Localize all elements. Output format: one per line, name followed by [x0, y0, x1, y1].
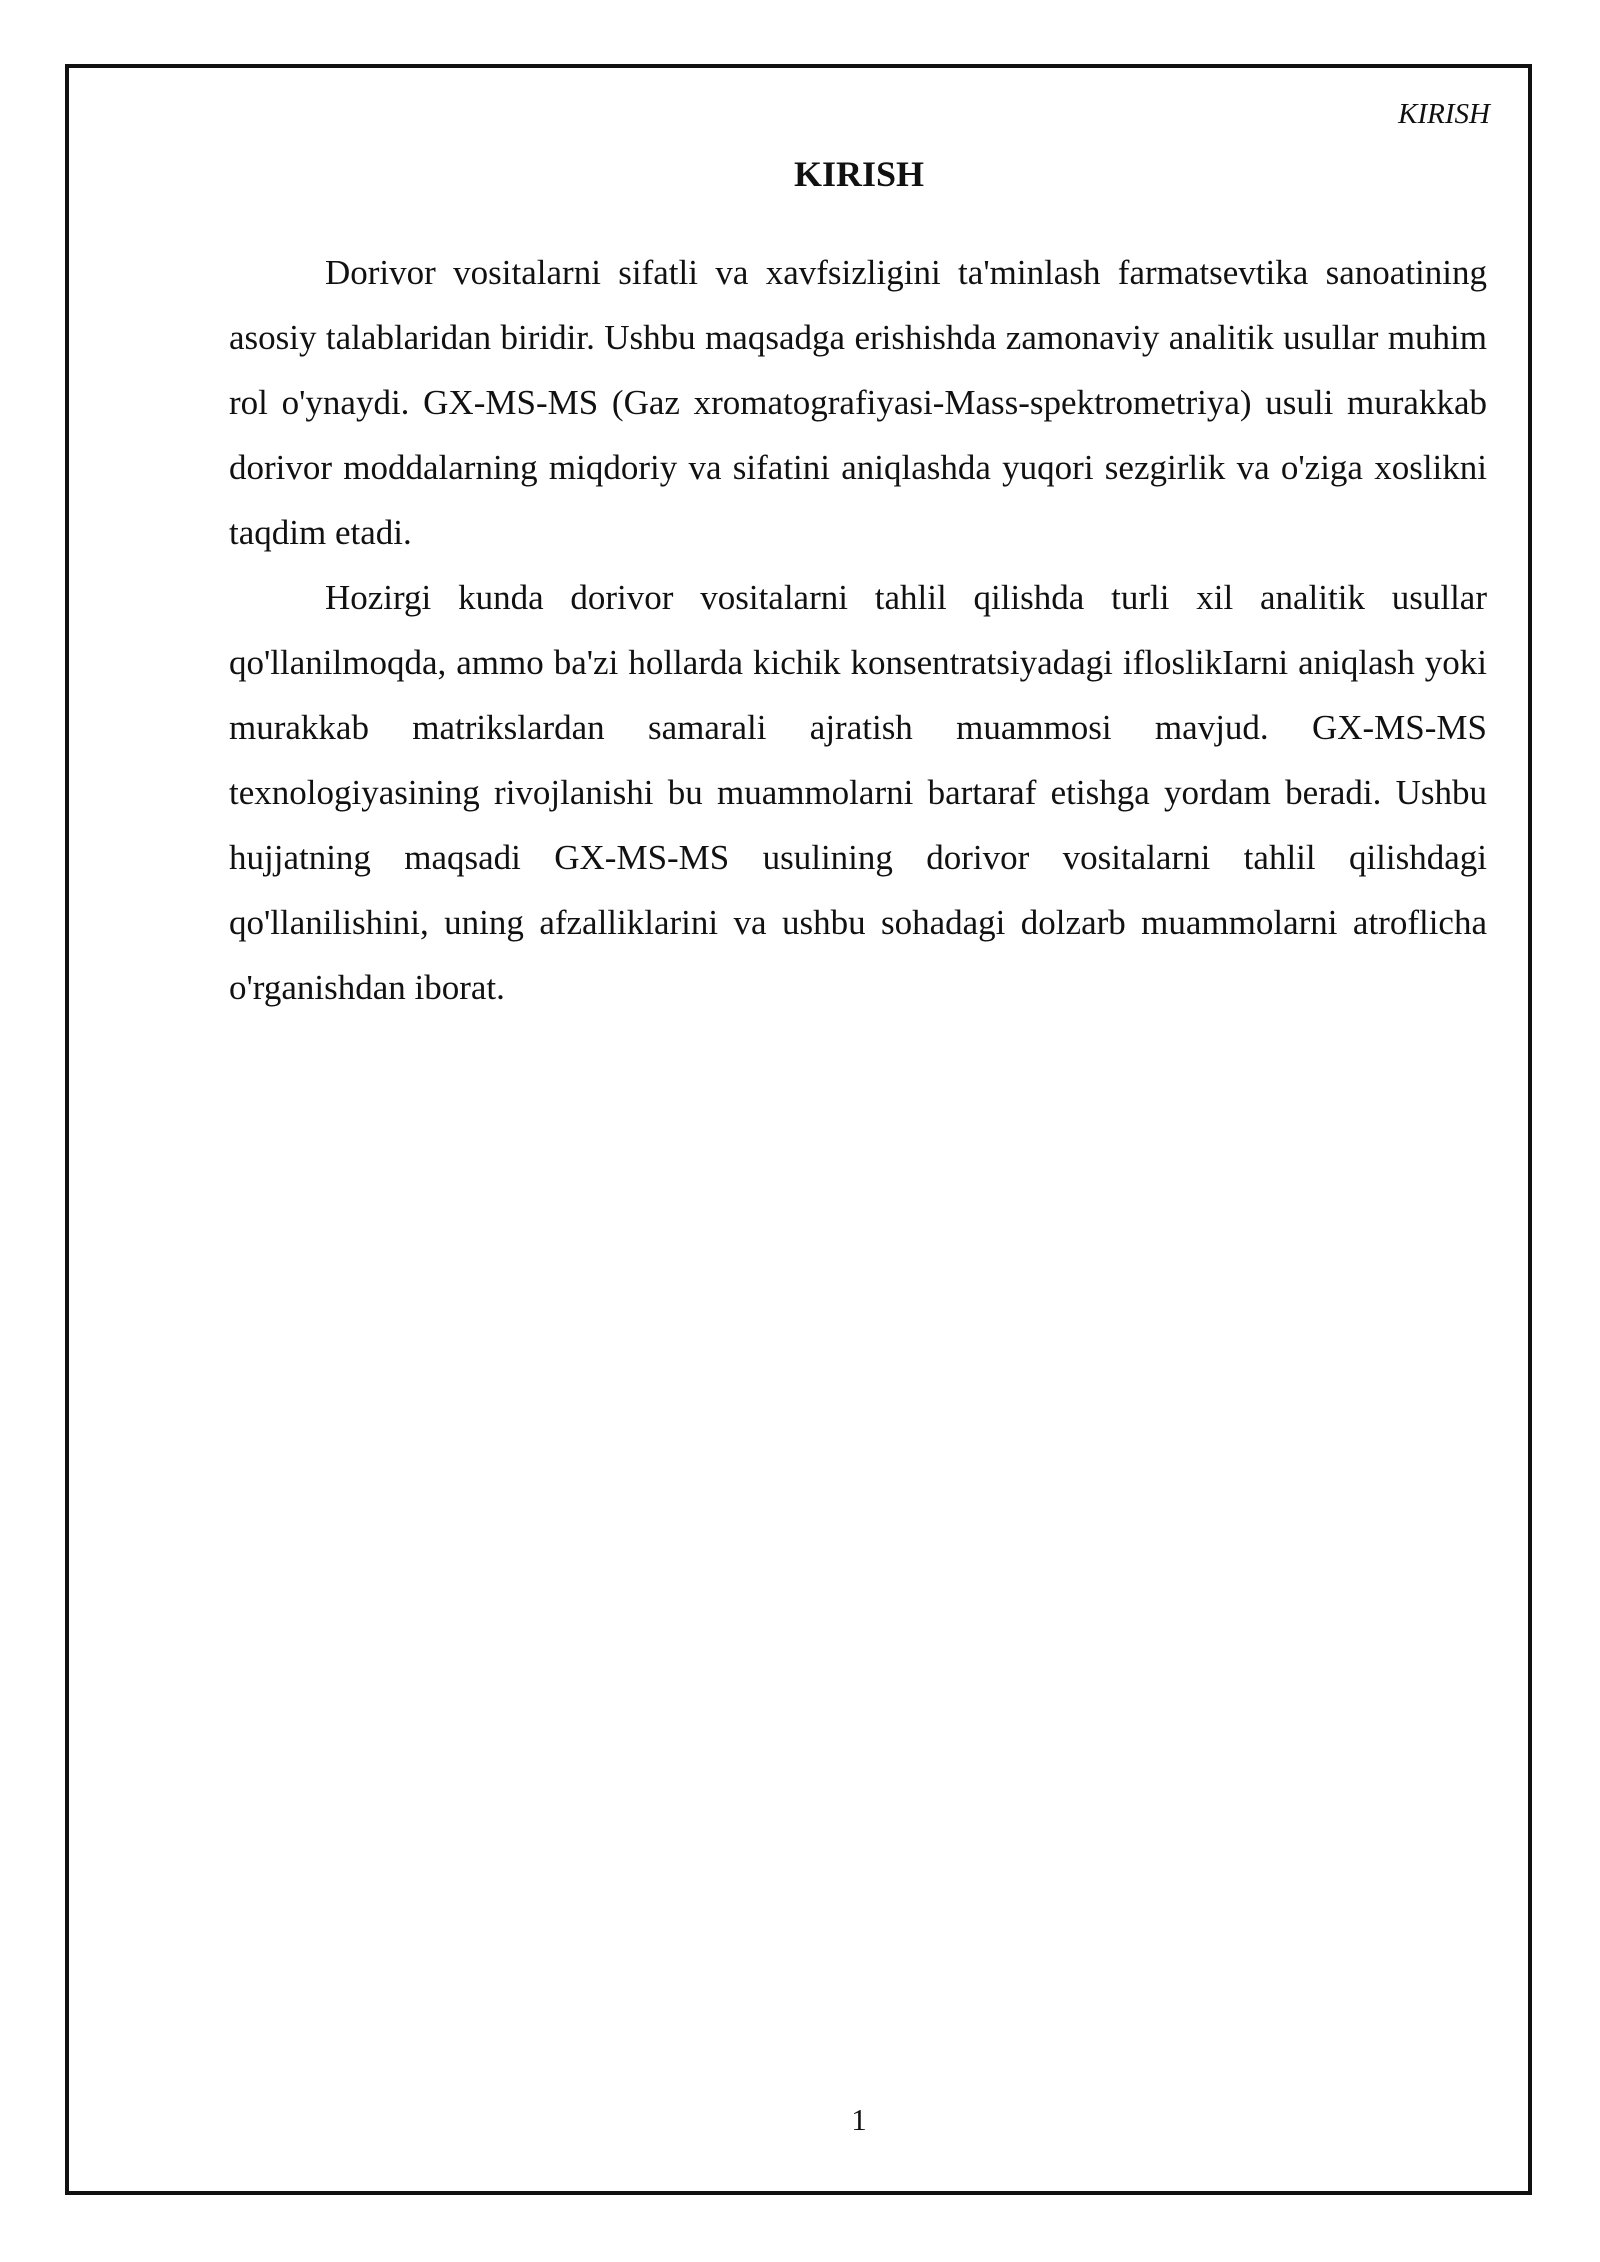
paragraph-2: Hozirgi kunda dorivor vositalarni tahlil qilishda turli xil analitik usullar qo'llanilmoqda, ammo ba'zi hollarda kichik konsentratsiyadagi ifloslikIarni aniqlash yoki murakkab matrikslardan samarali ajratish muammosi mavjud. GX-MS-MS texnologiyasining rivojlanishi bu muammolarni bartaraf etishga yordam beradi. Ushbu hujjatning maqsadi GX-MS-MS usulining dorivor vositalarni tahlil qilishdagi qo'llanilishini, uning afzalliklarini va ushbu sohadagi dolzarb muammolarni atroflicha o'rganishdan iborat.	[229, 578, 1487, 1007]
page-number: 1	[851, 2102, 867, 2137]
paragraph-1: Dorivor vositalarni sifatli va xavfsizligini ta'minlash farmatsevtika sanoatining asosiy talablaridan biridir. Ushbu maqsadga erishishda zamonaviy analitik usullar muhim rol o'ynaydi. GX-MS-MS (Gaz xromatografiyasi-Mass-spektrometriya) usuli murakkab dorivor moddalarning miqdoriy va sifatini aniqlashda yuqori sezgirlik va o'ziga xoslikni taqdim etadi.	[229, 253, 1487, 552]
chapter-title: KIRISH	[793, 154, 925, 194]
running-header: KIRISH	[1398, 98, 1490, 130]
body-text	[229, 240, 1487, 1020]
